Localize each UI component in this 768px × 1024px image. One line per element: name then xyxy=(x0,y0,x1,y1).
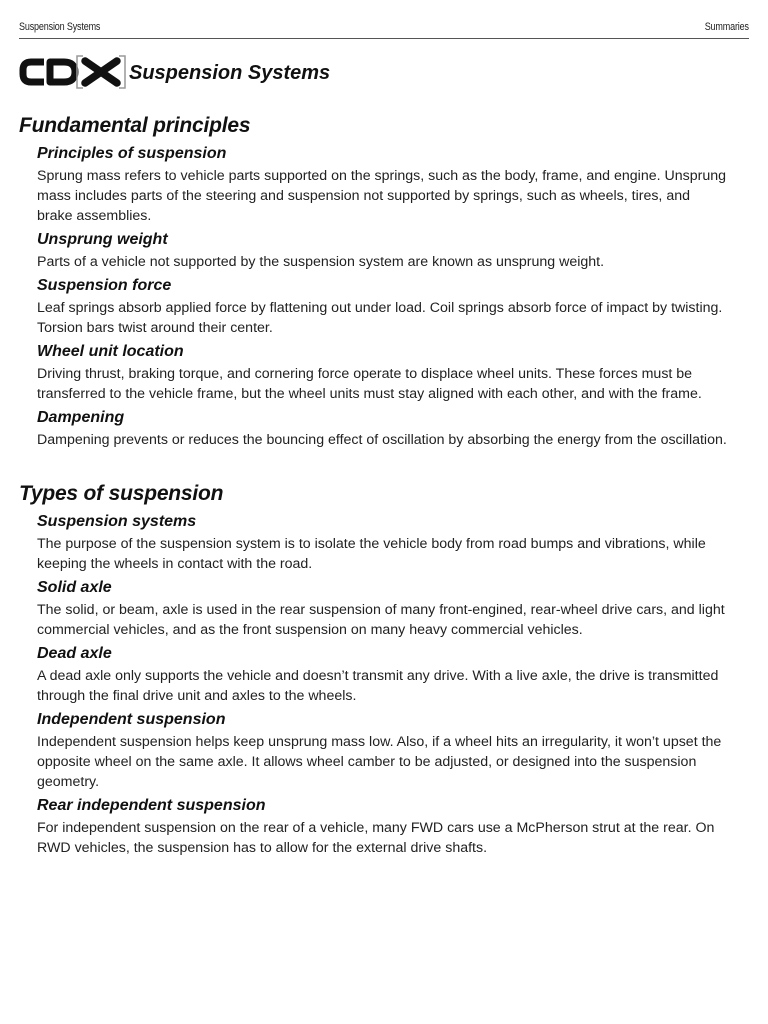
topic-rear-independent-suspension xyxy=(37,796,738,858)
topic-heading: Dead axle xyxy=(37,645,112,662)
section-types-of-suspension xyxy=(19,482,738,858)
topic-text: Driving thrust, braking torque, and cornering force operate to displace wheel units. These forces must be transferred to the vehicle frame, but the wheel units must stay aligned with each other, and with the frame. xyxy=(37,366,702,402)
section-heading: Fundamental principles xyxy=(19,114,251,137)
topic-suspension-systems xyxy=(37,512,738,574)
topic-text: Dampening prevents or reduces the bouncing effect of oscillation by absorbing the energy from the oscillation. xyxy=(37,432,727,448)
topic-heading: Principles of suspension xyxy=(37,145,227,162)
topic-text: The purpose of the suspension system is to isolate the vehicle body from road bumps and vibrations, while keeping the wheels in contact with the road. xyxy=(37,536,706,572)
topic-wheel-unit-location xyxy=(37,342,738,404)
topic-text: Sprung mass refers to vehicle parts supported on the springs, such as the body, frame, and engine. Unsprung mass includes parts of the steering and suspension not supported by springs, such as wheels, tires, and brake assemblies. xyxy=(37,168,727,224)
topic-heading: Suspension systems xyxy=(37,513,197,530)
topic-heading: Solid axle xyxy=(37,579,112,596)
topic-heading: Dampening xyxy=(37,409,125,426)
topic-heading: Unsprung weight xyxy=(37,231,168,248)
topic-text: The solid, or beam, axle is used in the rear suspension of many front-engined, rear-wheel drive cars, and light commercial vehicles, and as the front suspension on many heavy commercial vehicles. xyxy=(37,602,725,638)
section-heading: Types of suspension xyxy=(19,482,224,505)
topic-independent-suspension xyxy=(37,710,738,792)
topic-text: Leaf springs absorb applied force by flattening out under load. Coil springs absorb force of impact by twisting. Torsion bars twist around their center. xyxy=(37,300,723,336)
topic-principles-of-suspension xyxy=(37,144,738,226)
topic-heading: Independent suspension xyxy=(37,711,226,728)
cdx-logo xyxy=(19,53,127,91)
running-head-right: Summaries xyxy=(704,21,749,33)
topic-dead-axle xyxy=(37,644,738,706)
topic-text: A dead axle only supports the vehicle and doesn’t transmit any drive. With a live axle, the drive is transmitted through the final drive unit and axles to the wheels. xyxy=(37,668,719,704)
topic-unsprung-weight xyxy=(37,230,738,272)
running-head xyxy=(19,19,749,39)
topic-text: Independent suspension helps keep unsprung mass low. Also, if a wheel hits an irregularity, it won’t upset the opposite wheel on the same axle. It allows wheel camber to be adjusted, or designed into the suspension geometry. xyxy=(37,734,722,790)
section-fundamental-principles xyxy=(19,114,738,450)
topic-solid-axle xyxy=(37,578,738,640)
document-title: Suspension Systems xyxy=(129,62,331,84)
topic-suspension-force xyxy=(37,276,738,338)
topic-heading: Rear independent suspension xyxy=(37,797,266,814)
topic-dampening xyxy=(37,408,738,450)
brand-header xyxy=(19,52,330,92)
running-head-left: Suspension Systems xyxy=(19,21,101,33)
topic-heading: Suspension force xyxy=(37,277,172,294)
topic-heading: Wheel unit location xyxy=(37,343,184,360)
topic-text: For independent suspension on the rear of a vehicle, many FWD cars use a McPherson strut at the rear. On RWD vehicles, the suspension has to allow for the external drive shafts. xyxy=(37,820,715,856)
summary-content xyxy=(19,114,738,862)
topic-text: Parts of a vehicle not supported by the suspension system are known as unsprung weight. xyxy=(37,254,605,270)
